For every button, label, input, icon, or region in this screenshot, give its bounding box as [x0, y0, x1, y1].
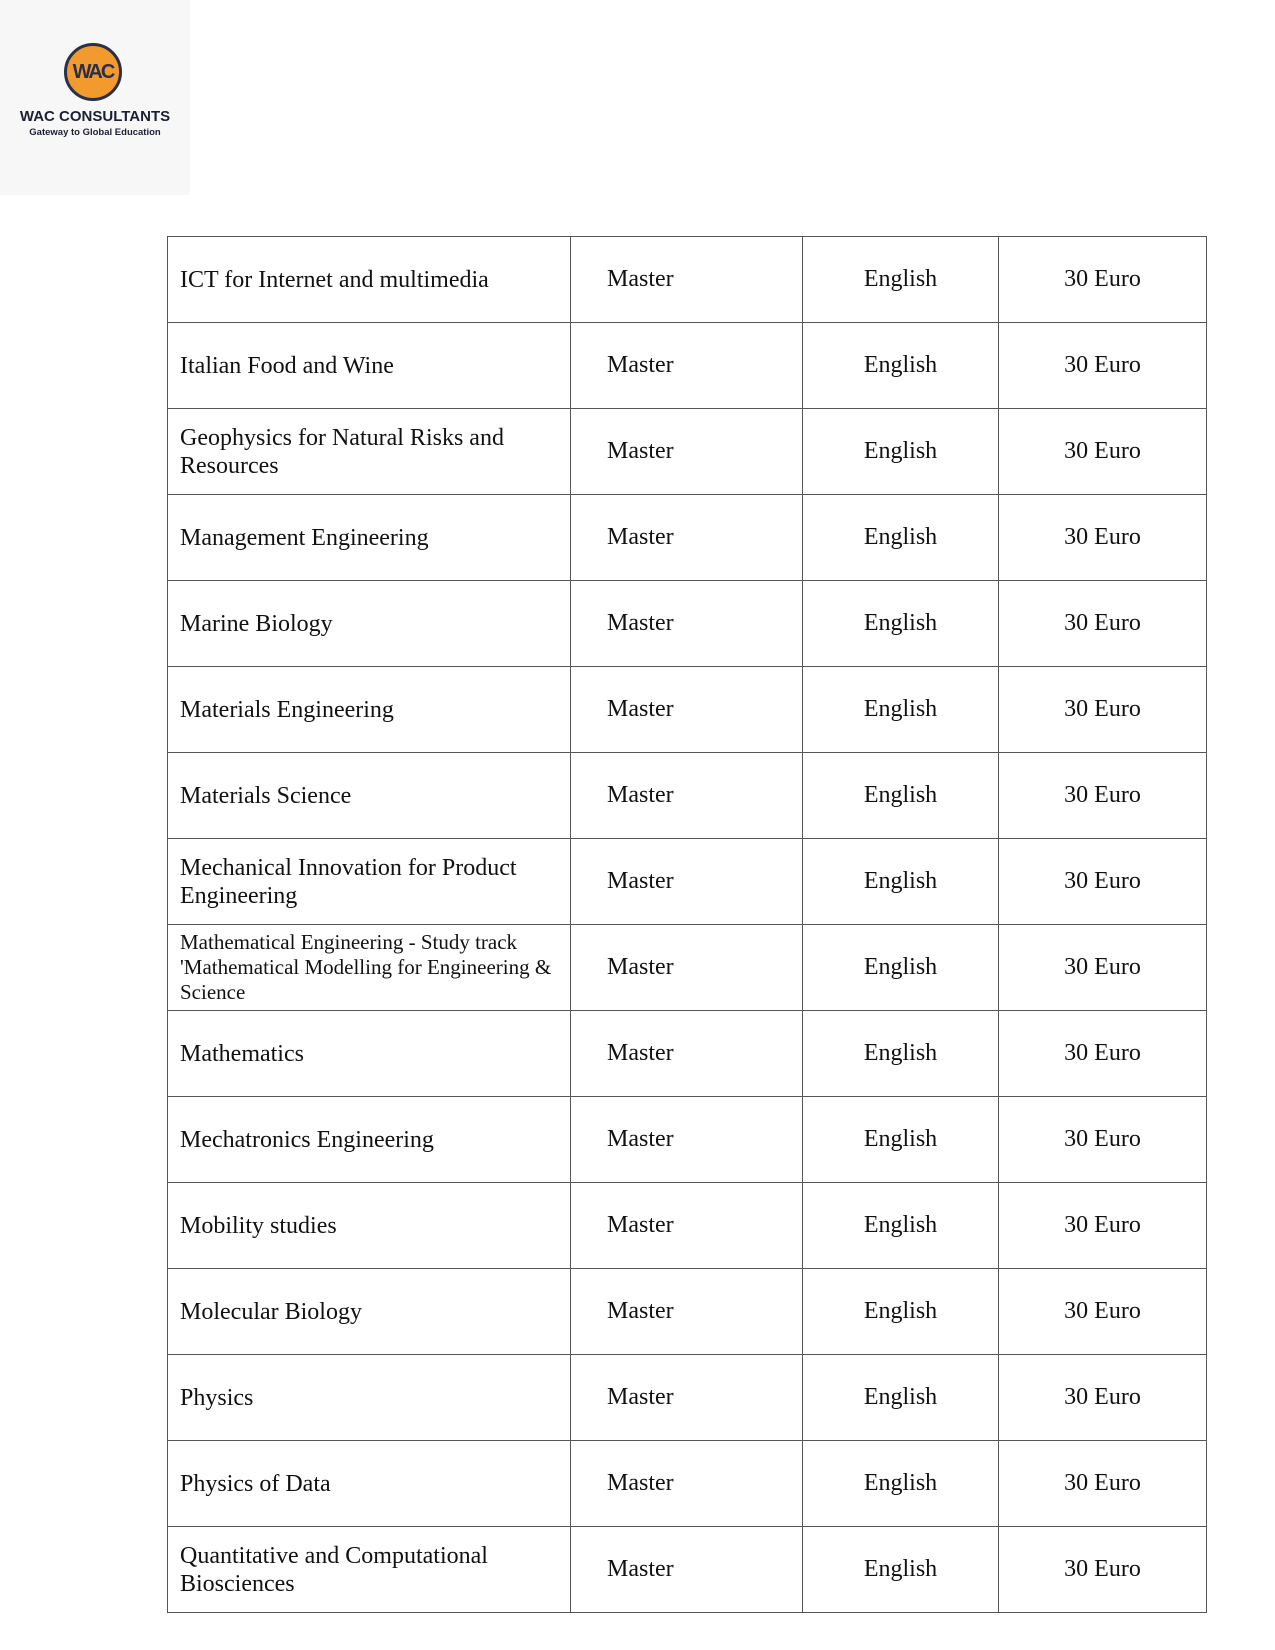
program-fee: 30 Euro: [999, 237, 1207, 323]
table-row: [168, 1355, 1207, 1441]
program-name: Physics of Data: [168, 1441, 571, 1527]
table-row: [168, 409, 1207, 495]
table-row: [168, 667, 1207, 753]
program-language: English: [803, 925, 999, 1011]
logo: [0, 0, 190, 195]
table-row: [168, 1097, 1207, 1183]
table-row: [168, 1441, 1207, 1527]
program-language: English: [803, 1441, 999, 1527]
table-row: [168, 1011, 1207, 1097]
program-degree: Master: [571, 839, 803, 925]
program-degree: Master: [571, 1011, 803, 1097]
program-degree: Master: [571, 925, 803, 1011]
program-fee: 30 Euro: [999, 1097, 1207, 1183]
program-degree: Master: [571, 237, 803, 323]
program-fee: 30 Euro: [999, 323, 1207, 409]
program-language: English: [803, 1355, 999, 1441]
program-name: Mathematical Engineering - Study track 'Mathematical Modelling for Engineering & Science: [168, 925, 571, 1011]
table-row: [168, 1269, 1207, 1355]
program-name: Mathematics: [168, 1011, 571, 1097]
table-row: [168, 925, 1207, 1011]
program-language: English: [803, 495, 999, 581]
program-fee: 30 Euro: [999, 1011, 1207, 1097]
program-language: English: [803, 1269, 999, 1355]
program-name: Materials Engineering: [168, 667, 571, 753]
table-row: [168, 1183, 1207, 1269]
program-fee: 30 Euro: [999, 495, 1207, 581]
program-name: ICT for Internet and multimedia: [168, 237, 571, 323]
program-fee: 30 Euro: [999, 667, 1207, 753]
table-row: [168, 753, 1207, 839]
program-language: English: [803, 667, 999, 753]
program-degree: Master: [571, 581, 803, 667]
brand-name: WAC CONSULTANTS: [19, 108, 171, 125]
program-language: English: [803, 839, 999, 925]
table-row: [168, 839, 1207, 925]
program-fee: 30 Euro: [999, 839, 1207, 925]
program-name: Quantitative and Computational Biosciences: [168, 1527, 571, 1613]
program-language: English: [803, 581, 999, 667]
logo-emblem-icon: [64, 43, 122, 101]
program-name: Geophysics for Natural Risks and Resources: [168, 409, 571, 495]
program-degree: Master: [571, 1441, 803, 1527]
program-degree: Master: [571, 753, 803, 839]
table-row: [168, 581, 1207, 667]
program-language: English: [803, 1527, 999, 1613]
program-degree: Master: [571, 495, 803, 581]
program-fee: 30 Euro: [999, 409, 1207, 495]
program-language: English: [803, 1011, 999, 1097]
logo-mark: WAC: [72, 60, 114, 83]
program-name: Physics: [168, 1355, 571, 1441]
program-degree: Master: [571, 409, 803, 495]
program-fee: 30 Euro: [999, 925, 1207, 1011]
program-fee: 30 Euro: [999, 1441, 1207, 1527]
program-name: Materials Science: [168, 753, 571, 839]
table-row: [168, 1527, 1207, 1613]
program-fee: 30 Euro: [999, 1355, 1207, 1441]
program-name: Mechanical Innovation for Product Engineering: [168, 839, 571, 925]
program-name: Molecular Biology: [168, 1269, 571, 1355]
program-fee: 30 Euro: [999, 1269, 1207, 1355]
program-language: English: [803, 1183, 999, 1269]
program-degree: Master: [571, 667, 803, 753]
program-fee: 30 Euro: [999, 1183, 1207, 1269]
brand-tagline: Gateway to Global Education: [29, 127, 161, 138]
program-fee: 30 Euro: [999, 581, 1207, 667]
program-degree: Master: [571, 1183, 803, 1269]
program-language: English: [803, 753, 999, 839]
program-degree: Master: [571, 323, 803, 409]
program-language: English: [803, 237, 999, 323]
program-degree: Master: [571, 1355, 803, 1441]
table-row: [168, 323, 1207, 409]
program-name: Management Engineering: [168, 495, 571, 581]
program-name: Mechatronics Engineering: [168, 1097, 571, 1183]
programs-table: [167, 236, 1207, 1613]
table-row: [168, 495, 1207, 581]
program-degree: Master: [571, 1527, 803, 1613]
program-language: English: [803, 409, 999, 495]
program-fee: 30 Euro: [999, 753, 1207, 839]
program-language: English: [803, 323, 999, 409]
program-degree: Master: [571, 1097, 803, 1183]
program-degree: Master: [571, 1269, 803, 1355]
program-name: Marine Biology: [168, 581, 571, 667]
program-name: Mobility studies: [168, 1183, 571, 1269]
program-language: English: [803, 1097, 999, 1183]
program-name: Italian Food and Wine: [168, 323, 571, 409]
program-fee: 30 Euro: [999, 1527, 1207, 1613]
table-row: [168, 237, 1207, 323]
